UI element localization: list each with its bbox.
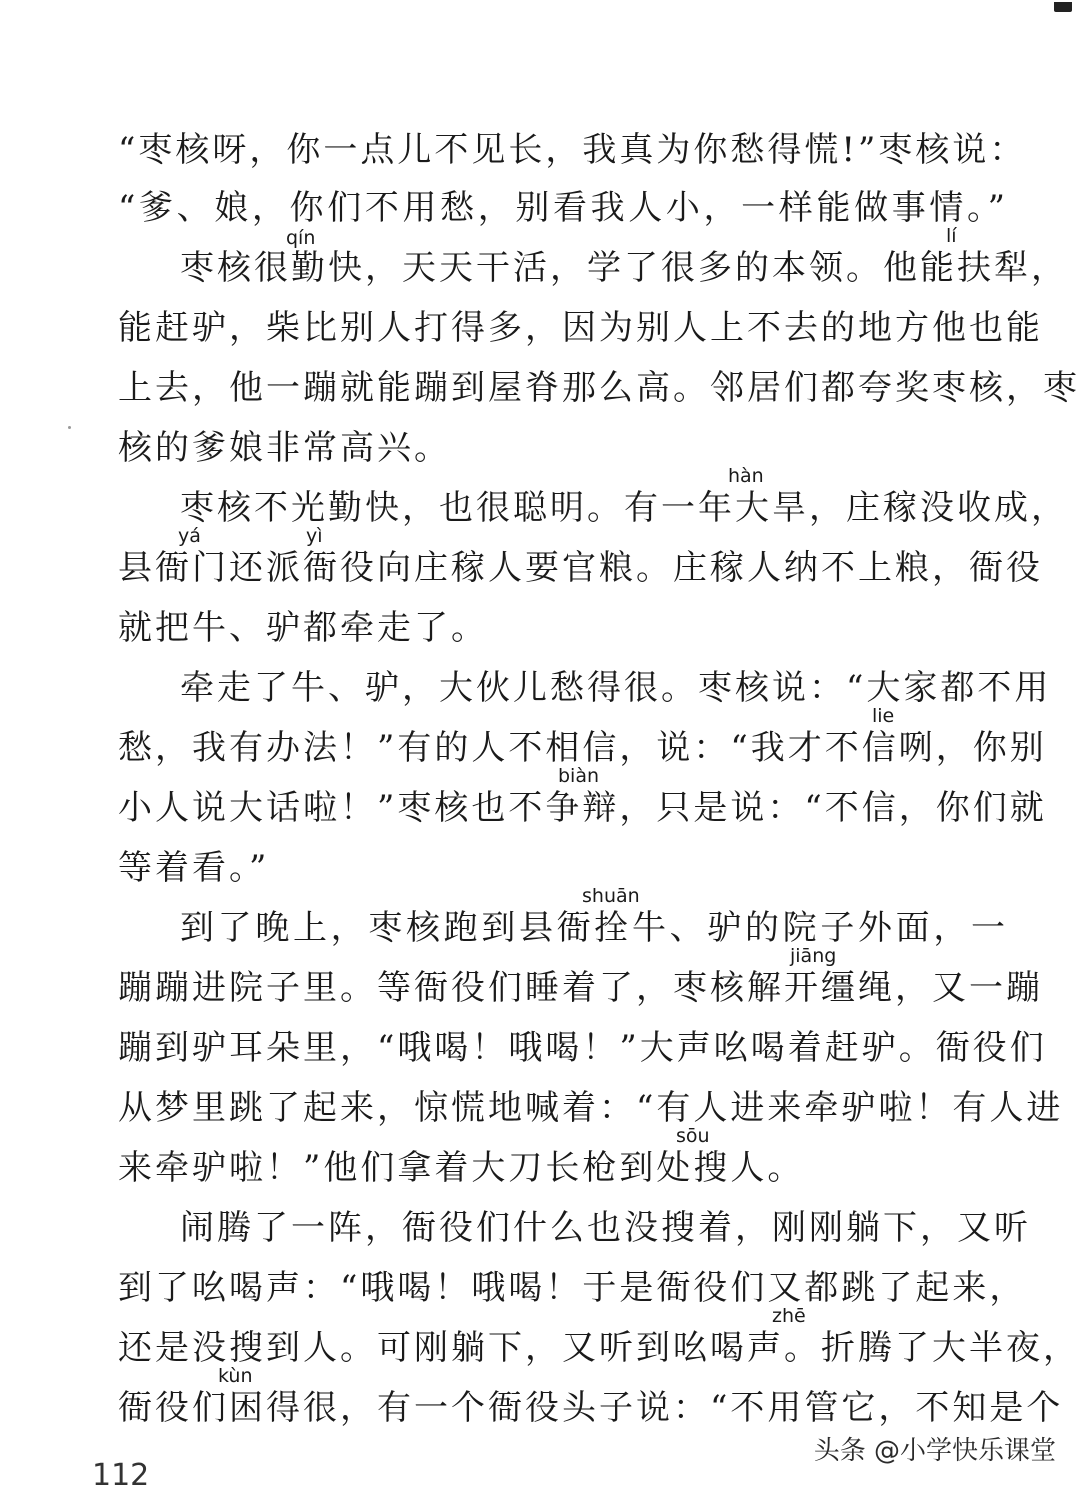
scan-speck: [68, 426, 71, 429]
pinyin-annotation: kùn: [218, 1365, 253, 1387]
source-watermark: 头条 @小学快乐课堂: [813, 1436, 1056, 1466]
pinyin-annotation: qín: [286, 227, 316, 249]
pinyin-annotation: lie: [872, 705, 895, 727]
text-line: “爹、娘，你们不用愁，别看我人小，一样能做事情。”: [118, 188, 1008, 228]
pinyin-annotation: biàn: [558, 765, 600, 787]
text-line: 核的爹娘非常高兴。: [118, 428, 451, 468]
text-line: 衙役们困得很，有一个衙役头子说：“不用管它，不知是个: [118, 1388, 1064, 1428]
pinyin-annotation: sōu: [676, 1125, 710, 1147]
text-line: 枣核不光勤快，也很聪明。有一年大旱，庄稼没收成，: [180, 488, 1068, 528]
text-line: 蹦到驴耳朵里，“哦喝！哦喝！”大声吆喝着赶驴。衙役们: [118, 1028, 1047, 1068]
text-line: 就把牛、驴都牵走了。: [118, 608, 488, 648]
text-line: 到了晚上，枣核跑到县衙拴牛、驴的院子外面，一: [180, 908, 1008, 948]
pinyin-annotation: yì: [306, 525, 323, 547]
pinyin-annotation: lí: [946, 225, 957, 247]
corner-mark: [1054, 2, 1072, 12]
pinyin-annotation: shuān: [582, 885, 640, 907]
pinyin-annotation: jiāng: [790, 945, 837, 967]
text-line: 小人说大话啦！”枣核也不争辩，只是说：“不信，你们就: [118, 788, 1047, 828]
text-line: 还是没搜到人。可刚躺下，又听到吆喝声。折腾了大半夜，: [118, 1328, 1080, 1368]
text-line: 能赶驴，柴比别人打得多，因为别人上不去的地方他也能: [118, 308, 1043, 348]
text-line: “枣核呀，你一点儿不见长，我真为你愁得慌!”枣核说：: [118, 130, 1027, 170]
text-line: 上去，他一蹦就能蹦到屋脊那么高。邻居们都夸奖枣核，枣: [118, 368, 1080, 408]
text-line: 蹦蹦进院子里。等衙役们睡着了，枣核解开缰绳，又一蹦: [118, 968, 1043, 1008]
text-line: 来牵驴啦！”他们拿着大刀长枪到处搜人。: [118, 1148, 805, 1188]
text-line: 县衙门还派衙役向庄稼人要官粮。庄稼人纳不上粮，衙役: [118, 548, 1043, 588]
pinyin-annotation: hàn: [728, 465, 764, 487]
text-line: 牵走了牛、驴，大伙儿愁得很。枣核说：“大家都不用: [180, 668, 1052, 708]
text-line: 从梦里跳了起来，惊慌地喊着：“有人进来牵驴啦！有人进: [118, 1088, 1064, 1128]
text-line: 闹腾了一阵，衙役们什么也没搜着，刚刚躺下，又听: [180, 1208, 1031, 1248]
text-line: 等着看。”: [118, 848, 270, 888]
text-line: 枣核很勤快，天天干活，学了很多的本领。他能扶犁，: [180, 248, 1068, 288]
pinyin-annotation: zhē: [772, 1305, 806, 1327]
page-number: 112: [92, 1458, 150, 1493]
text-line: 愁，我有办法！”有的人不相信，说：“我才不信咧，你别: [118, 728, 1047, 768]
text-line: 到了吆喝声：“哦喝！哦喝！于是衙役们又都跳了起来，: [118, 1268, 1027, 1308]
pinyin-annotation: yá: [178, 525, 201, 547]
